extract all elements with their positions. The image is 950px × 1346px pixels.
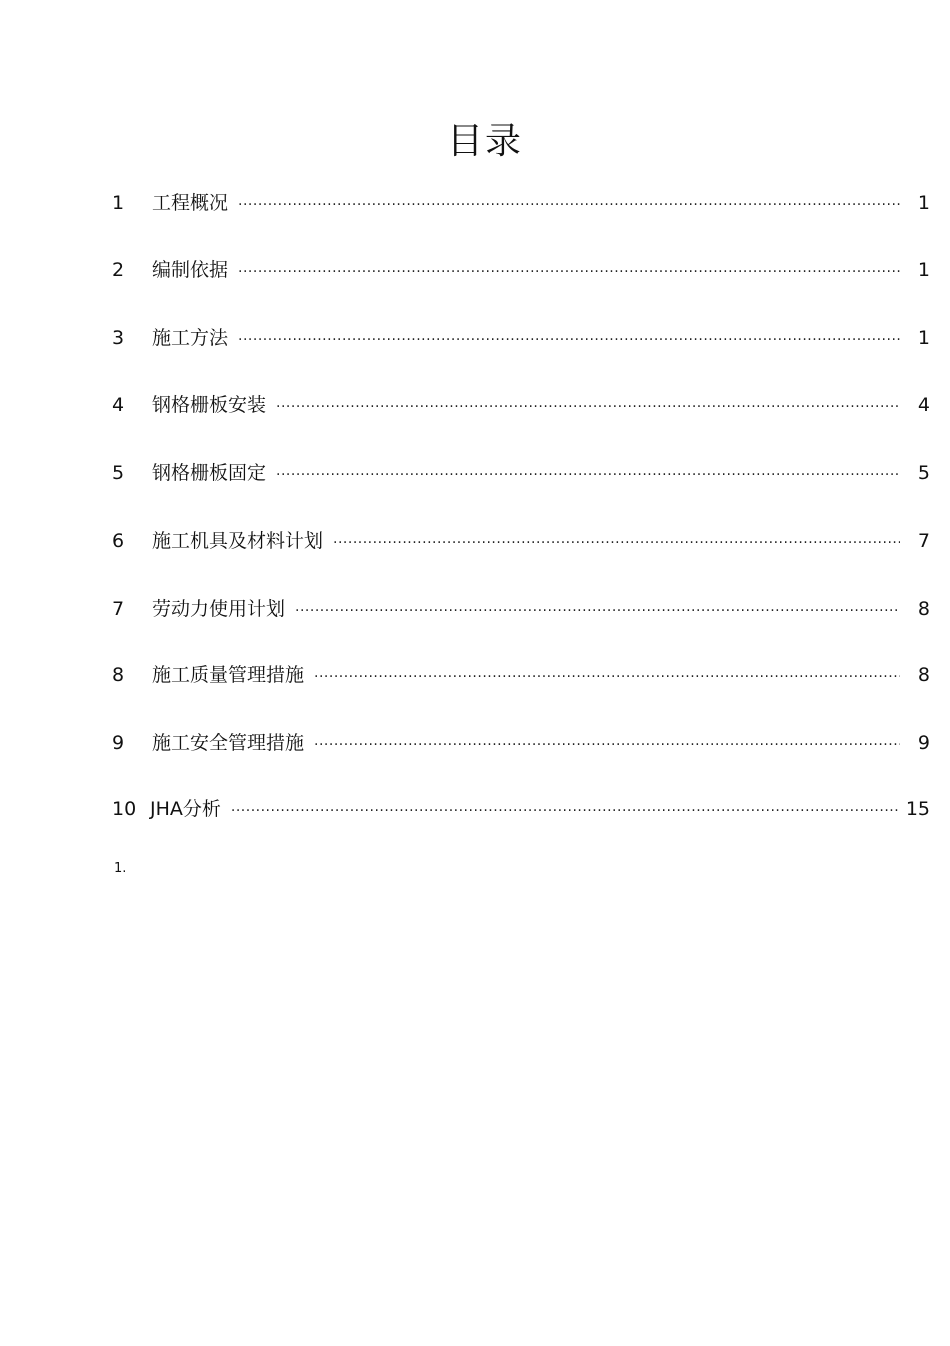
toc-dot-leader bbox=[238, 190, 900, 216]
toc-entry-page: 1 bbox=[917, 192, 930, 214]
toc-entry-label: 工程概况 bbox=[152, 192, 229, 214]
toc-entry-page: 8 bbox=[917, 664, 930, 686]
toc-entry-label: JHA分析 bbox=[150, 798, 221, 820]
toc-entry[interactable] bbox=[112, 450, 934, 486]
toc-entry-page: 4 bbox=[917, 394, 930, 416]
toc-entry[interactable] bbox=[112, 382, 934, 418]
toc-entry-label: 钢格栅板固定 bbox=[152, 462, 267, 484]
toc-entry-number: 6 bbox=[112, 530, 125, 552]
toc-entry-label: 施工方法 bbox=[152, 327, 229, 349]
toc-entry[interactable] bbox=[112, 518, 934, 554]
toc-entry-label: 施工机具及材料计划 bbox=[152, 530, 324, 552]
toc-dot-leader bbox=[314, 730, 900, 756]
toc-entry-number: 8 bbox=[112, 664, 125, 686]
toc-dot-leader bbox=[295, 596, 900, 622]
toc-entry-number: 4 bbox=[112, 394, 125, 416]
toc-entry-label: 劳动力使用计划 bbox=[152, 598, 286, 620]
toc-entry-number: 5 bbox=[112, 462, 125, 484]
toc-entry-label: 钢格栅板安装 bbox=[152, 394, 267, 416]
toc-entry-number: 7 bbox=[112, 598, 125, 620]
toc-entry-number: 10 bbox=[112, 798, 137, 820]
toc-dot-leader bbox=[231, 796, 900, 822]
toc-dot-leader bbox=[276, 392, 900, 418]
toc-dot-leader bbox=[314, 662, 900, 688]
toc-entry[interactable] bbox=[112, 315, 934, 351]
toc-dot-leader bbox=[333, 528, 900, 554]
toc-entry-page: 15 bbox=[905, 798, 930, 820]
toc-entry[interactable] bbox=[112, 180, 934, 216]
toc-title: 目录 bbox=[446, 121, 523, 162]
toc-entry-page: 5 bbox=[917, 462, 930, 484]
toc-entry-page: 1 bbox=[917, 259, 930, 281]
toc-entry-page: 8 bbox=[917, 598, 930, 620]
toc-entry-label: 编制依据 bbox=[152, 259, 229, 281]
toc-dot-leader bbox=[238, 325, 900, 351]
toc-dot-leader bbox=[238, 257, 900, 283]
toc-entry-page: 7 bbox=[917, 530, 930, 552]
toc-entry[interactable] bbox=[112, 720, 934, 756]
toc-entry-page: 1 bbox=[917, 327, 930, 349]
toc-entry-number: 3 bbox=[112, 327, 125, 349]
toc-entry[interactable] bbox=[112, 786, 934, 822]
toc-entry[interactable] bbox=[112, 652, 934, 688]
toc-entry-page: 9 bbox=[917, 732, 930, 754]
toc-entry-number: 1 bbox=[112, 192, 125, 214]
toc-entry-label: 施工质量管理措施 bbox=[152, 664, 305, 686]
toc-entry-number: 2 bbox=[112, 259, 125, 281]
page-marker: 1. bbox=[114, 861, 127, 876]
toc-entry-number: 9 bbox=[112, 732, 125, 754]
toc-entry[interactable] bbox=[112, 586, 934, 622]
toc-entry-label: 施工安全管理措施 bbox=[152, 732, 305, 754]
toc-entry[interactable] bbox=[112, 247, 934, 283]
toc-dot-leader bbox=[276, 460, 900, 486]
